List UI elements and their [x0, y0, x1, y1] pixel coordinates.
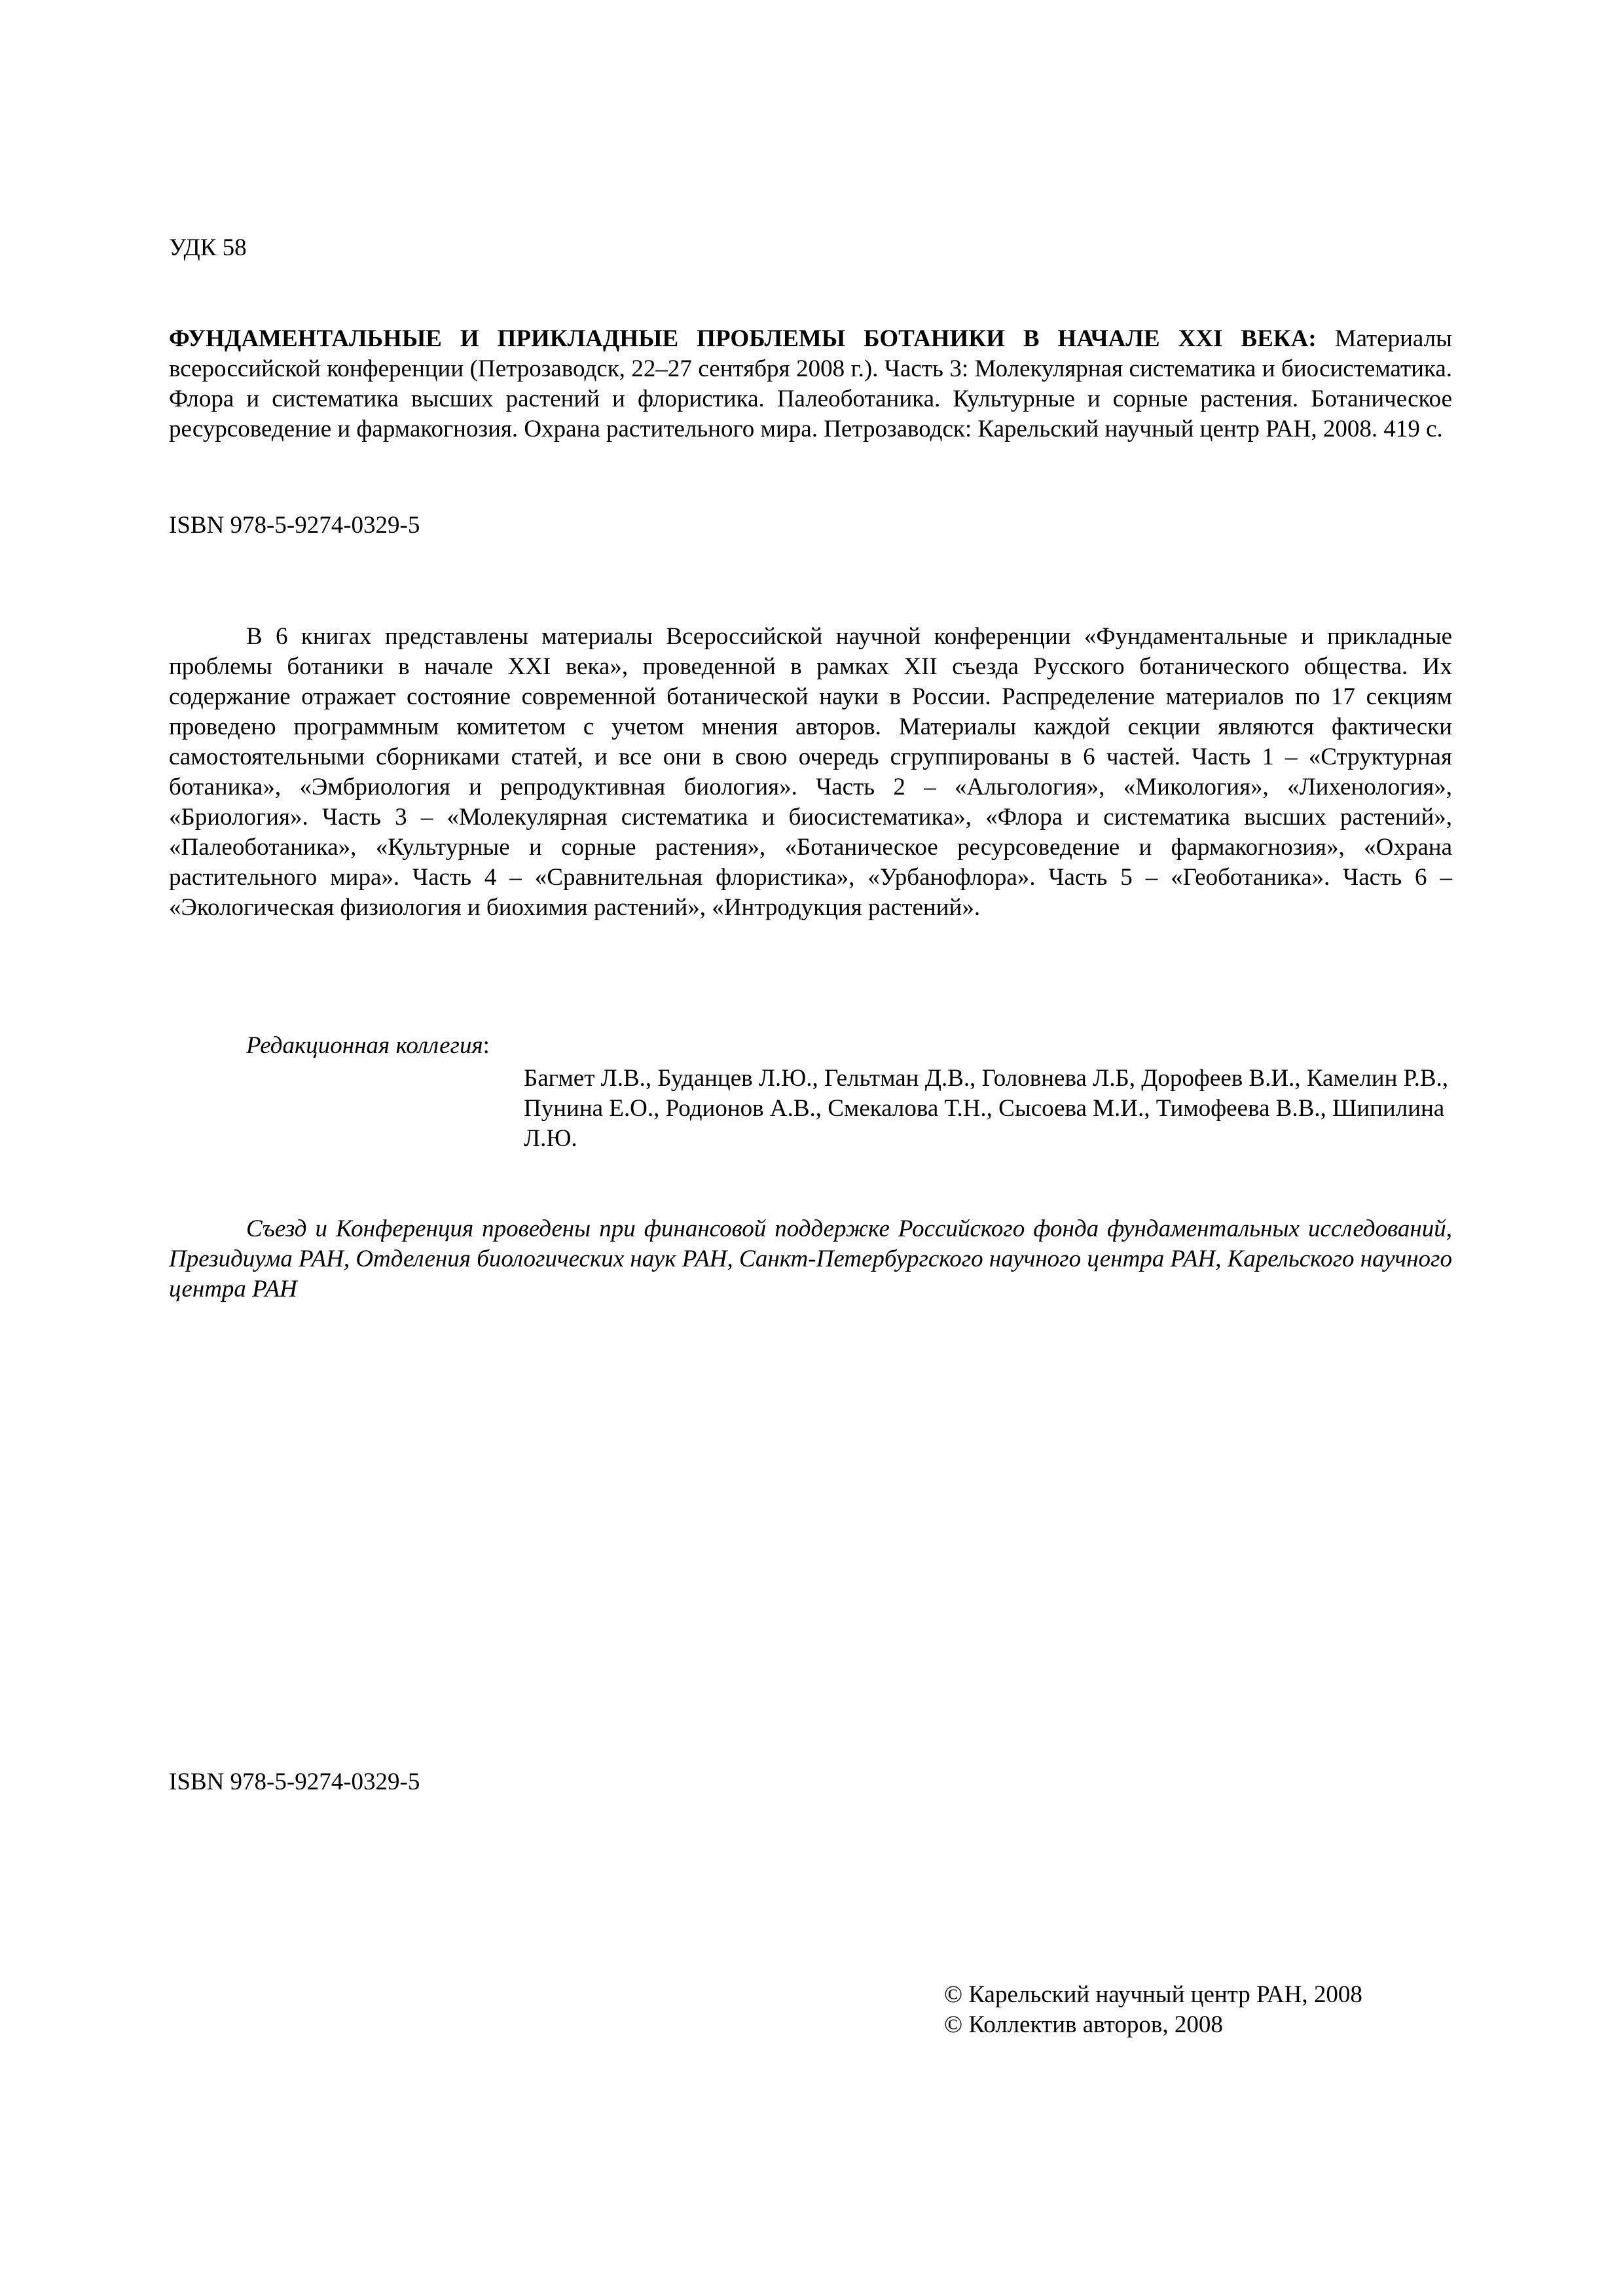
catalog-title: ФУНДАМЕНТАЛЬНЫЕ И ПРИКЛАДНЫЕ ПРОБЛЕМЫ БОТАНИКИ В НАЧАЛЕ XXI ВЕКА: — [169, 325, 1317, 352]
editorial-board-label-colon: : — [483, 1032, 490, 1059]
funding-note: Съезд и Конференция проведены при финансовой поддержке Российского фонда фундаментальных исследований, Президиума РАН, Отделения биологических наук РАН, Санкт-Петербургского научного центра РАН, Карельского научного центра РАН — [169, 1215, 1452, 1302]
catalog-record — [169, 324, 1452, 444]
isbn-bottom: ISBN 978-5-9274-0329-5 — [169, 1768, 420, 1795]
editorial-board-label — [246, 1031, 770, 1061]
abstract-paragraph: В 6 книгах представлены материалы Всероссийской научной конференции «Фундаментальные и прикладные проблемы ботаники в начале XXI века», проведенной в рамках XII съезда Русского ботанического общества. Их содержание отражает состояние современной ботанической науки в России. Распределение материалов по 17 секциям проведено программным комитетом с учетом мнения авторов. Материалы каждой секции являются фактически самостоятельными сборниками статей, и все они в свою очередь сгруппированы в 6 частей. Часть 1 – «Структурная ботаника», «Эмбриология и репродуктивная биология». Часть 2 – «Альгология», «Микология», «Лихенология», «Бриология». Часть 3 – «Молекулярная систематика и биосистематика», «Флора и систематика высших растений», «Палеоботаника», «Культурные и сорные растения», «Ботаническое ресурсоведение и фармакогнозия», «Охрана растительного мира». Часть 4 – «Сравнительная флористика», «Урбанофлора». Часть 5 – «Геоботаника». Часть 6 – «Экологическая физиология и биохимия растений», «Интродукция растений». — [169, 623, 1452, 921]
isbn-top: ISBN 978-5-9274-0329-5 — [169, 512, 420, 539]
catalog-description: Материалы всероссийской конференции (Петрозаводск, 22–27 сентября 2008 г.). Часть 3: Молекулярная систематика и биосистематика. Флора и систематика высших растений и флористика. Палеоботаника. Культурные и сорные растения. Ботаническое ресурсоведение и фармакогнозия. Охрана растительного мира. Петрозаводск: Карельский научный центр РАН, 2008. 419 с. — [169, 325, 1452, 442]
udk-code: УДК 58 — [169, 234, 247, 261]
copyright-line-authors: © Коллектив авторов, 2008 — [944, 2011, 1223, 2038]
editorial-board-names: Багмет Л.В., Буданцев Л.Ю., Гельтман Д.В., Головнева Л.Б, Дорофеев В.И., Камелин Р.В., Пунина Е.О., Родионов А.В., Смекалова Т.Н., Сысоева М.И., Тимофеева В.В., Шипилина Л.Ю. — [524, 1065, 1449, 1152]
editorial-board-label-text: Редакционная коллегия — [246, 1032, 483, 1059]
copyright-line-kspc: © Карельский научный центр РАН, 2008 — [944, 1981, 1362, 2008]
copyright-block — [944, 1980, 1468, 2040]
